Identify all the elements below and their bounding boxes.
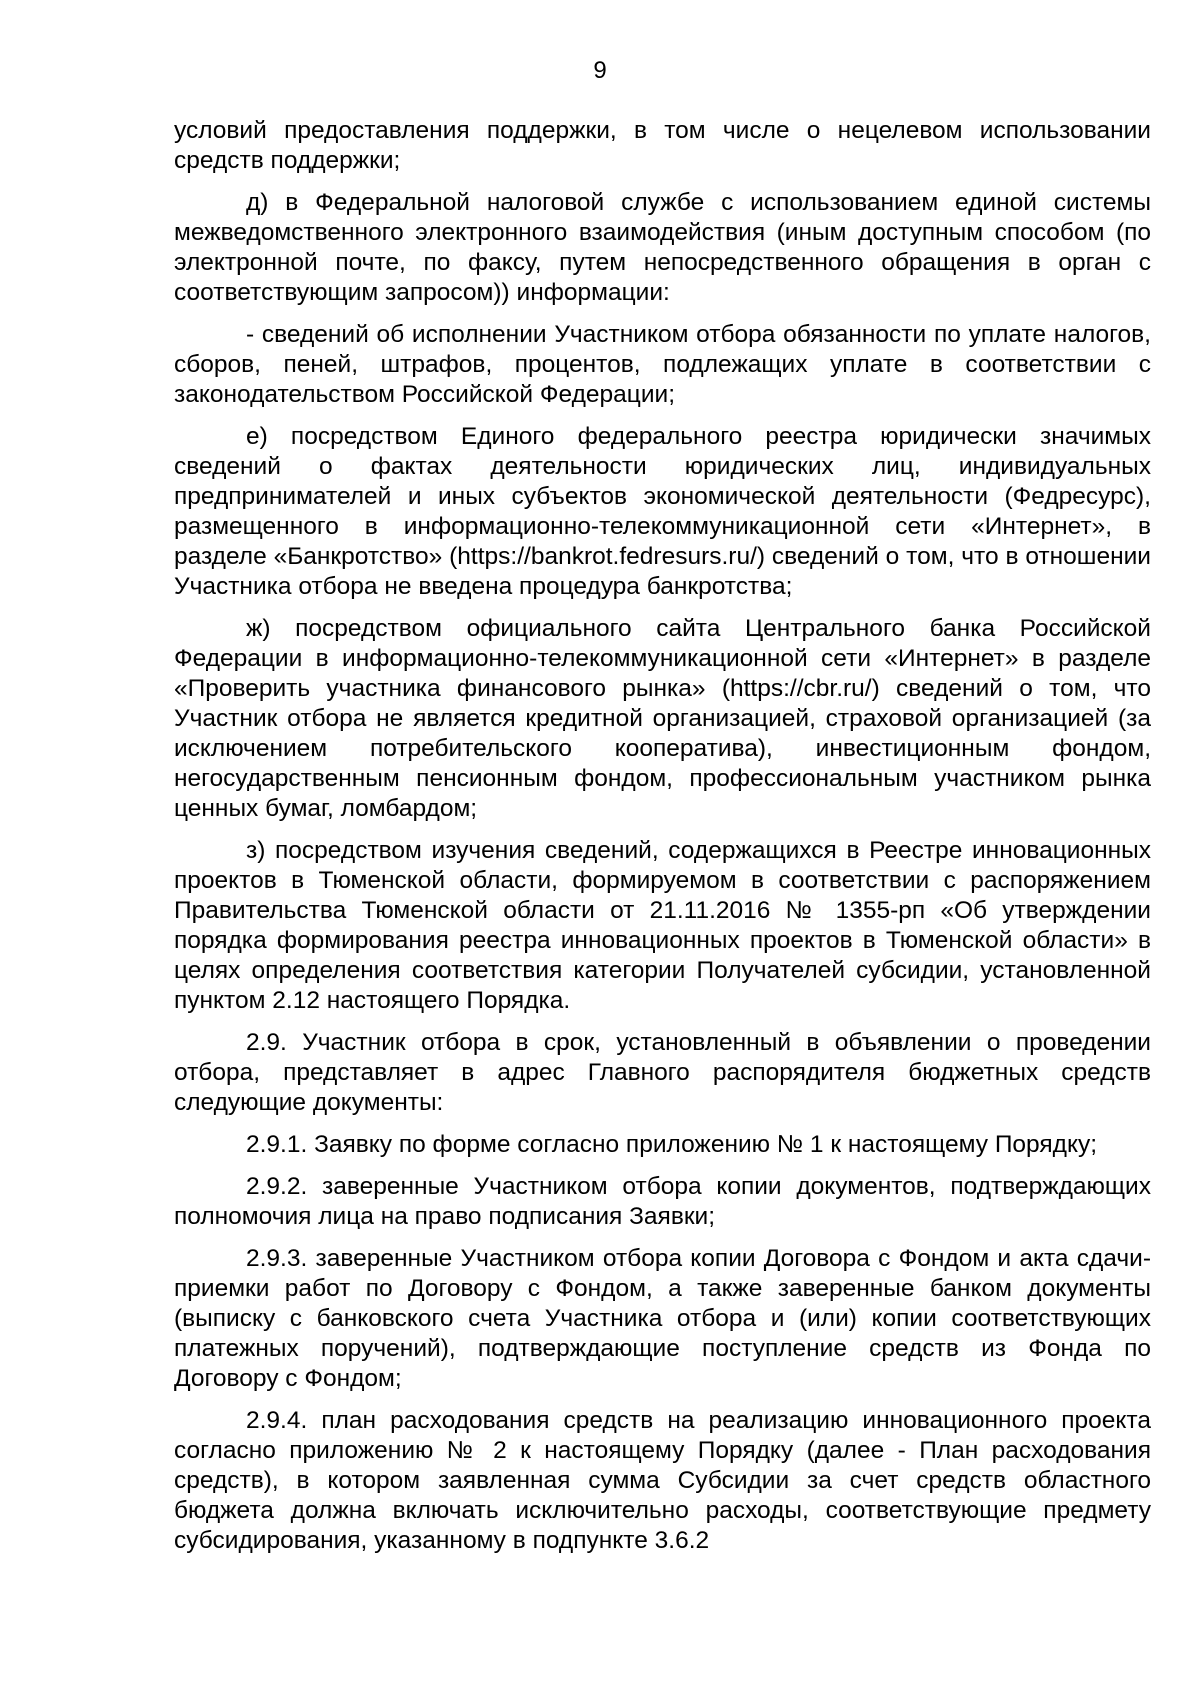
paragraph-2-9-4: 2.9.4. план расходования средств на реализацию инновационного проекта согласно приложению № 2 к настоящему Порядку (далее - План расходования средств), в котором заявленная сумма Субсидии за счет средств областного бюджета должна включать исключительно расходы, соответствующие предмету субсидирования, указанному в подпункте 3.6.2 [174,1407,1151,1554]
page-number: 9 [593,57,607,84]
document-body [174,116,1151,1568]
paragraph-item-d: д) в Федеральной налоговой службе с использованием единой системы межведомственного электронного взаимодействия (иным доступным способом (по электронной почте, по факсу, путем непосредственного обращения в орган с соответствующим запросом)) информации: [174,189,1151,306]
paragraph-2-9-2: 2.9.2. заверенные Участником отбора копии документов, подтверждающих полномочия лица на право подписания Заявки; [174,1173,1151,1230]
paragraph-2-9: 2.9. Участник отбора в срок, установленный в объявлении о проведении отбора, представляет в адрес Главного распорядителя бюджетных средств следующие документы: [174,1029,1151,1116]
paragraph-tax-info: - сведений об исполнении Участником отбора обязанности по уплате налогов, сборов, пеней, штрафов, процентов, подлежащих уплате в соответствии с законодательством Российской Федерации; [174,321,1151,408]
paragraph-item-zh: ж) посредством официального сайта Центрального банка Российской Федерации в информационно-телекоммуникационной сети «Интернет» в разделе «Проверить участника финансового рынка» (https://cbr.ru/) сведений о том, что Участник отбора не является кредитной организацией, страховой организацией (за исключением потребительского кооператива), инвестиционным фондом, негосударственным пенсионным фондом, профессиональным участником рынка ценных бумаг, ломбардом; [174,615,1151,822]
paragraph-2-9-3: 2.9.3. заверенные Участником отбора копии Договора с Фондом и акта сдачи-приемки работ по Договору с Фондом, а также заверенные банком документы (выписку с банковского счета Участника отбора и (или) копии соответствующих платежных поручений), подтверждающие поступление средств из Фонда по Договору с Фондом; [174,1245,1151,1392]
paragraph-item-e: е) посредством Единого федерального реестра юридически значимых сведений о фактах деятельности юридических лиц, индивидуальных предпринимателей и иных субъектов экономической деятельности (Федресурс), размещенного в информационно-телекоммуникационной сети «Интернет», в разделе «Банкротство» (https://bankrot.fedresurs.ru/) сведений о том, что в отношении Участника отбора не введена процедура банкротства; [174,423,1151,600]
paragraph-2-9-1: 2.9.1. Заявку по форме согласно приложению № 1 к настоящему Порядку; [246,1131,1098,1158]
paragraph-continuation: условий предоставления поддержки, в том числе о нецелевом использовании средств поддержки; [174,117,1151,174]
paragraph-item-z: з) посредством изучения сведений, содержащихся в Реестре инновационных проектов в Тюменской области, формируемом в соответствии с распоряжением Правительства Тюменской области от 21.11.2016 № 1355-рп «Об утверждении порядка формирования реестра инновационных проектов в Тюменской области» в целях определения соответствия категории Получателей субсидии, установленной пунктом 2.12 настоящего Порядка. [174,837,1151,1014]
